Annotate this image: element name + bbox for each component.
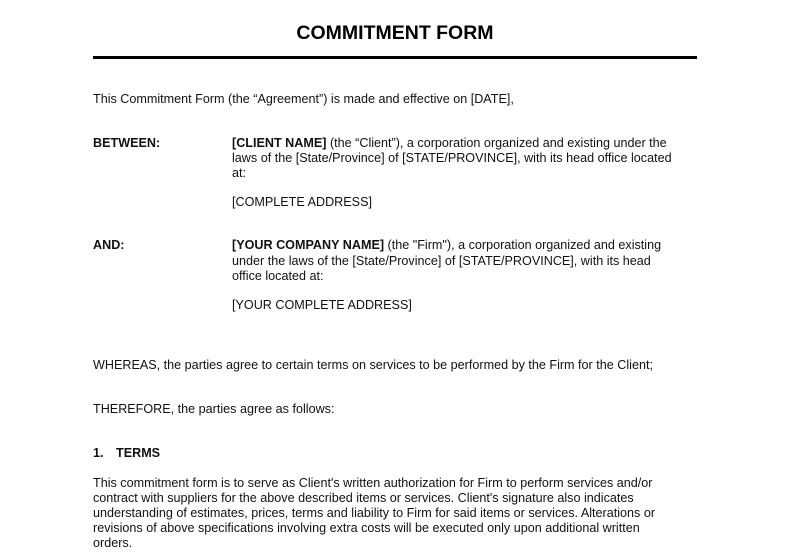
client-party-line2: laws of the [State/Province] of [STATE/PROVINCE], with its head office located [232,151,672,165]
whereas-clause: WHEREAS, the parties agree to certain terms on services to be performed by the Firm for the Client; [93,358,653,372]
therefore-clause: THEREFORE, the parties agree as follows: [93,402,335,416]
terms-paragraph-line: orders. [93,536,133,550]
between-label: BETWEEN: [93,136,161,150]
section-1-heading: TERMS [116,446,161,460]
firm-line1-text: (the "Firm"), a corporation organized and existing [384,238,662,252]
intro-paragraph: This Commitment Form (the “Agreement”) is made and effective on [DATE], [93,92,514,106]
section-1-number: 1. [93,446,104,460]
and-label: AND: [93,238,125,252]
terms-paragraph-line: understanding of estimates, prices, terms and liability to Firm for said items or services. Alterations or [93,506,656,520]
document-title: COMMITMENT FORM [296,22,494,44]
client-line1-text: (the “Client”), a corporation organized and existing under the [326,136,667,150]
company-name-placeholder: [YOUR COMPANY NAME] [232,238,385,252]
firm-address: [YOUR COMPLETE ADDRESS] [232,298,412,312]
terms-paragraph-line: This commitment form is to serve as Client's written authorization for Firm to perform services and/or [93,476,653,490]
firm-party-line3: office located at: [232,269,324,283]
firm-party-line2: under the laws of the [State/Province] of [STATE/PROVINCE], with its head [232,254,651,268]
client-name-placeholder: [CLIENT NAME] [232,136,327,150]
title-divider [93,56,697,59]
client-party-line1 [232,136,667,151]
client-address: [COMPLETE ADDRESS] [232,195,372,209]
firm-party-line1 [232,238,661,253]
terms-paragraph-line: revisions of above specifications involving extra costs will be executed only upon additional written [93,521,640,535]
terms-paragraph-line: contract with suppliers for the above described items or services. Client's signature also indicates [93,491,634,505]
client-party-line3: at: [232,166,247,180]
